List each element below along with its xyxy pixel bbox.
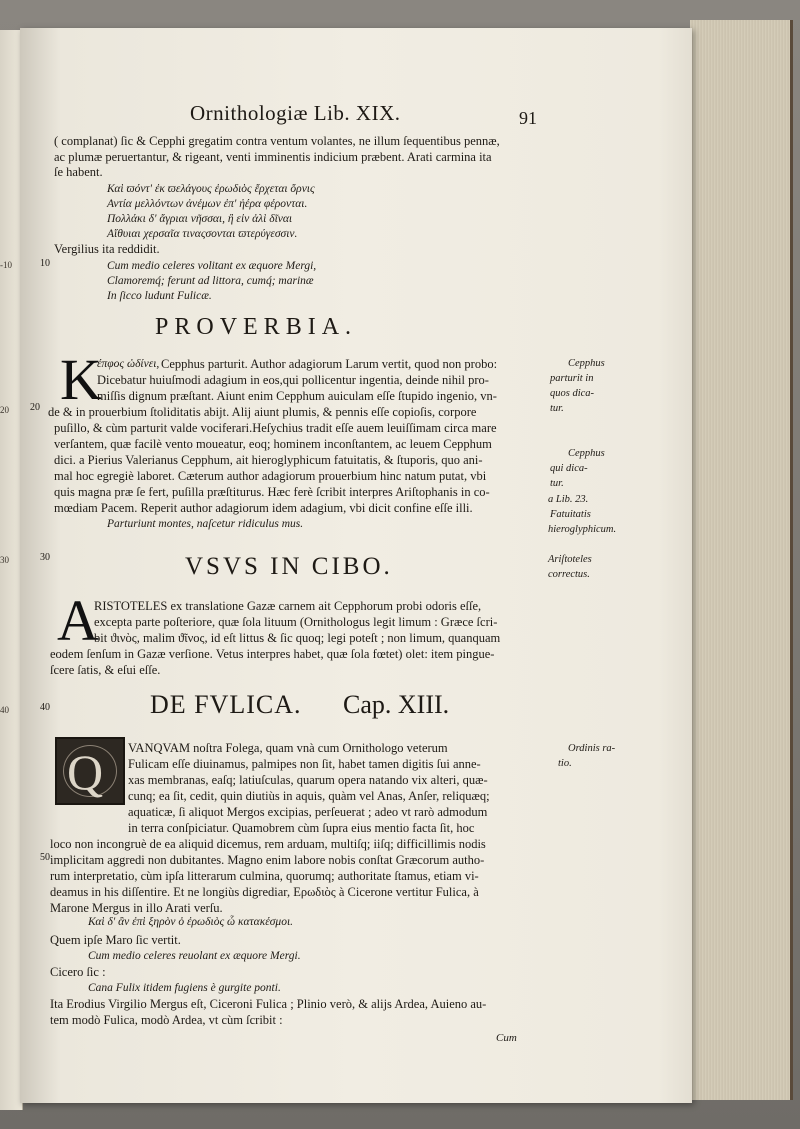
greek-verse: Καὶ ϖόντ' ἐκ ϖελάγους ἐρωδιὸς ἔρχεται ὄρνις bbox=[107, 183, 315, 195]
text-line: Marone Mergus in illo Arati verſu. bbox=[50, 901, 223, 915]
ornamental-initial bbox=[55, 737, 125, 805]
text-line: eodem ſenſum in Gazæ verſione. Vetus interpres habet, quæ ſola fœtet) olet: item pingue- bbox=[50, 647, 495, 661]
sidenote: tur. bbox=[550, 403, 564, 414]
text-line: rum interpretatio, cùm ipſa litterarum culmina, quorumq; authoritate ſtamus, etiam vi- bbox=[50, 869, 479, 883]
text-line: cunq; ea ſit, cedit, quin diutiùs in aquis, quàm vel Anas, Anſer, reliquæq; bbox=[128, 789, 490, 803]
greek-verse: Πολλάκι δ' ἄγριαι νῆσσαι, ἢ εἰν ἁλὶ δῖναι bbox=[107, 213, 293, 225]
text-line: Cicero ſic : bbox=[50, 965, 106, 979]
text-line: quis magna præ ſe fert, puſilla præſtiturus. Hæc ferè ſcribit interpres Ariſtophanis in co- bbox=[54, 485, 490, 499]
text-line: deamus in his diſſentire. Et ne longiùs digrediar, Ερωδιὸς à Cicerone vertitur Fulica, à bbox=[50, 885, 479, 899]
text-line: miſſis dignum præſtant. Aiunt enim Cepphum auiculam eſſe ſtupido ingenio, vn- bbox=[97, 389, 497, 403]
latin-verse: Clamoremq́; ferunt ad littora, cumq́; marinæ bbox=[107, 275, 314, 287]
text-line: Fulicam eſſe diuinamus, palmipes non ſit, habet tamen digitis ſui anne- bbox=[128, 757, 481, 771]
latin-verse: In ſicco ludunt Fulicæ. bbox=[107, 290, 212, 302]
greek-verse: Αἴθυιαι χερσαῖα τιναςσονται ϖτερύγεσσιν. bbox=[107, 228, 298, 240]
text-line: ac plumæ peruertantur, & rigeant, venti imminentis indicium præbent. Arati carmina ita bbox=[54, 150, 492, 164]
line-number: 40 bbox=[40, 702, 50, 713]
sidenote: Cepphus bbox=[568, 358, 605, 369]
text-line: tem modò Fulica, modò Ardea, vt cùm ſcribit : bbox=[50, 1013, 283, 1027]
page-edges bbox=[690, 20, 793, 1100]
section-heading-usus: VSVS IN CIBO. bbox=[185, 553, 393, 580]
sidenote: Ordinis ra- bbox=[568, 743, 616, 754]
text-line: excepta parte poſteriore, quæ ſola lituum (Ornithologus legit limum : Græce ſcri- bbox=[94, 615, 498, 629]
ornamental-initial-letter: Q bbox=[67, 744, 104, 800]
sidenote: tio. bbox=[558, 758, 572, 769]
text-line: de & in prouerbium ſtoliditatis abijt. Alij aiunt plumis, & pennis eſſe copioſis, corpore bbox=[48, 405, 477, 419]
facing-line-number: 30 bbox=[0, 555, 9, 565]
text-line: Cepphus parturit. Author adagiorum Larum vertit, quod non probo: bbox=[161, 357, 498, 371]
sidenote: hieroglyphicum. bbox=[548, 524, 617, 535]
sidenote: quos dica- bbox=[550, 388, 595, 399]
text-line: mal hoc egregiè laboret. Cæterum author adagiorum prouerbium hinc natum putat, vbi bbox=[54, 469, 487, 483]
greek-phrase: έπφος ὠδίνει, bbox=[97, 358, 160, 370]
text-line: puſillo, & cùm parturit valde vociferari.Heſychius tradit eſſe auem leuiſſimam circa mare bbox=[54, 421, 497, 435]
greek-verse: Καὶ δ' ἂν ἐπὶ ξηρὸν ὁ ἐρωδιὸς ὦ κατακέσμοι. bbox=[88, 916, 294, 928]
text-line: ( complanat) ſic & Cepphi gregatim contra ventum volantes, ne illum ſequentibus pennæ, bbox=[54, 134, 500, 148]
facing-line-number: 40 bbox=[0, 705, 9, 715]
text-line: Dicebatur huiuſmodi adagium in eos,qui pollicentur ingentia, deinde nihil pro- bbox=[97, 373, 489, 387]
text-line: dici. a Pierius Valerianus Cepphum, ait hieroglyphicum fatuitatis, & ſtuporis, quo ani- bbox=[54, 453, 483, 467]
page-number: 91 bbox=[519, 108, 537, 128]
text-line: Ita Erodius Virgilio Mergus eſt, Ciceroni Fulica ; Plinio verò, & alijs Ardea, Auieno au- bbox=[50, 997, 487, 1011]
line-number: 50 bbox=[40, 852, 50, 863]
sidenote: Ariſtoteles bbox=[548, 554, 592, 565]
section-heading-proverbia: PROVERBIA. bbox=[155, 314, 358, 340]
text-line: bit ϑινὸς, malim ϑῖνος, id eſt littus & ſic quoq; legi poteſt ; non limum, quanquam bbox=[94, 631, 501, 645]
sidenote: Cepphus bbox=[568, 448, 605, 459]
chapter-number: Cap. XIII. bbox=[343, 690, 450, 719]
drop-cap: K bbox=[60, 347, 102, 412]
text-line: Quem ipſe Maro ſic vertit. bbox=[50, 933, 181, 947]
facing-line-number: 20 bbox=[0, 405, 9, 415]
text-line: verſantem, quæ facilè vento moueatur, eoq; hominem inconſtantem, ac leuem Cepphum bbox=[54, 437, 492, 451]
text-line: RISTOTELES ex translatione Gazæ carnem ait Cepphorum probi odoris eſſe, bbox=[94, 599, 482, 613]
text-line: aquaticæ, ſi aliquot Mergos excipias, perſeuerat ; adeo vt rarò admodum bbox=[128, 805, 488, 819]
line-number: 30 bbox=[40, 552, 50, 563]
text-line: Vergilius ita reddidit. bbox=[54, 242, 160, 256]
drop-cap: A bbox=[57, 588, 99, 653]
latin-verse: Parturiunt montes, naſcetur ridiculus mus. bbox=[107, 518, 304, 530]
text-line: implicitam aggredi non dubitantes. Magno enim labore nobis conſtat Græcorum autho- bbox=[50, 853, 485, 867]
latin-verse: Cum medio celeres reuolant ex æquore Mergi. bbox=[88, 950, 301, 962]
text-line: loco non incongruè de ea aliquid dicemus, rem arduam, multiſq; iiſq; difficillimis nodis bbox=[50, 837, 486, 851]
sidenote: correctus. bbox=[548, 569, 590, 580]
sidenote: a Lib. 23. bbox=[548, 494, 589, 505]
text-line: in terra conſpiciatur. Quamobrem cùm ſupra eius mentio facta ſit, hoc bbox=[128, 821, 475, 835]
line-number: 20 bbox=[30, 402, 40, 413]
catchword: Cum bbox=[496, 1032, 517, 1044]
latin-verse: Cana Fulix itidem fugiens è gurgite ponti. bbox=[88, 982, 281, 994]
chapter-heading: DE FVLICA. bbox=[150, 690, 302, 719]
line-number: 10 bbox=[40, 258, 50, 269]
text-line: xas membranas, eaſq; latiuſculas, quarum opera natando vix alteri, quæ- bbox=[128, 773, 488, 787]
sidenote: Fatuitatis bbox=[550, 509, 591, 520]
text-line: VANQVAM noſtra Folega, quam vnà cum Ornithologo veterum bbox=[128, 741, 448, 755]
latin-verse: Cum medio celeres volitant ex æquore Mergi, bbox=[107, 260, 317, 272]
running-head: Ornithologiæ Lib. XIX. bbox=[190, 101, 401, 125]
text-line: ſcere ſatis, & eſui eſſe. bbox=[50, 663, 161, 677]
facing-line-number: -10 bbox=[0, 260, 12, 270]
text-line: mœdiam Pacem. Reperit author adagiorum idem adagium, vbi dicit confine eſſe illi. bbox=[54, 501, 473, 515]
sidenote: parturit in bbox=[550, 373, 594, 384]
sidenote: tur. bbox=[550, 478, 564, 489]
text-line: ſe habent. bbox=[54, 165, 103, 179]
greek-verse: Αντία μελλόντων ἀνέμων ἐπ' ἠέρα φέρονται. bbox=[107, 198, 308, 210]
sidenote: qui dica- bbox=[550, 463, 588, 474]
